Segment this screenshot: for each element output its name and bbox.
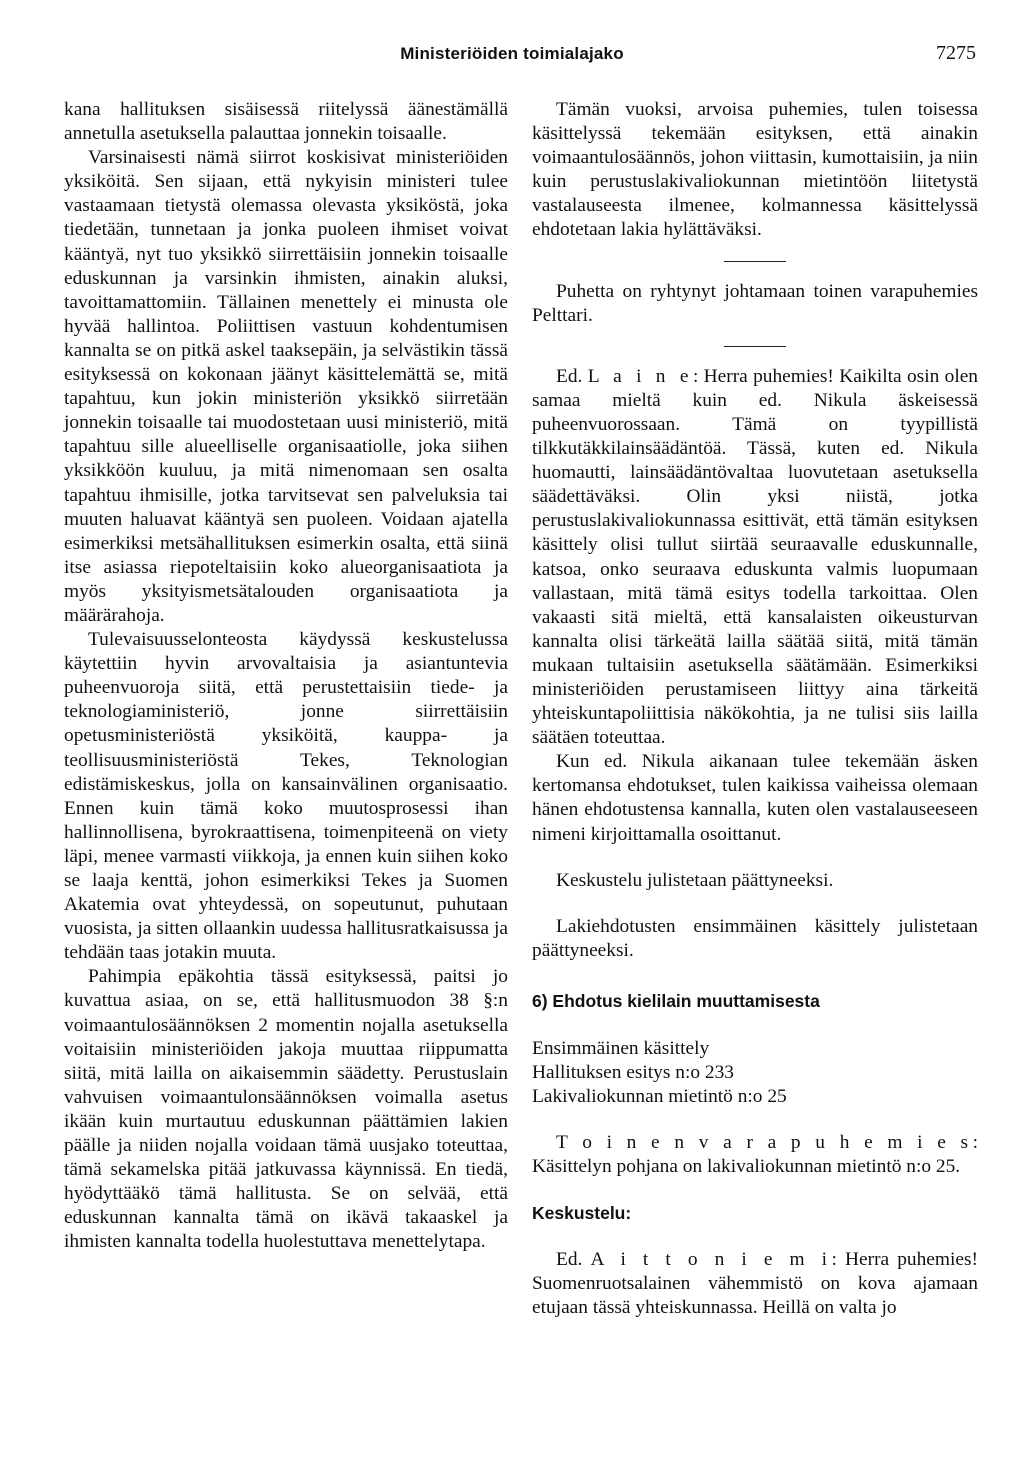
info-lines (532, 1037, 978, 1109)
divider (724, 261, 786, 262)
paragraph: Tulevaisuusselonteosta käydyssä keskustelussa käytettiin hyvin arvovaltaisia ja asiantuntevia puheenvuoroja siitä, että perustettaisiin tiede- ja teknologiaministeriö, jonne siirrettäisiin opetusministeriöstä yksiköitä, kauppa- ja teollisuusministeriöstä Tekes, Teknologian edistämiskeskus, jolla on kansainvälinen organisaatio. Ennen kuin tämä koko muutosprosessi ihan hallinnollisena, byrokraattisena, toimenpiteenä on viety läpi, menee varmasti viikkoja, ja ennen kuin siihen koko se laaja kenttä, johon esimerkiksi Tekes ja Suomen Akatemia ovat yhteydessä, on sopeutunut, puhutaan vuosista, ja sitten ollaankin uudessa hallitusratkaisussa ja tehdään taas jotakin muuta. (64, 629, 508, 964)
paragraph: Pahimpia epäkohtia tässä esityksessä, paitsi jo kuvattua asiaa, on se, että hallitusmuodon 38 §:n voimaantulosäännöksen 2 momentin nojalla asetuksella voitaisiin ministeriöiden jakoja muuttaa riippumatta siitä, mitä lailla on aikaisemmin säädetty. Perustuslain vahvuisen voimaantulonsäännöksen voimalla asetus ikään kuin murtautuu eduskunnan päättämien lakien päälle ja niiden nojalla voidaan tämä uusjako toteuttaa, tämä sekamelska pitää jatkuvassa käynnissä. En tiedä, hyödyttääkö tämä hallitusta. Se on selvää, että eduskunnan kannalta tämä on ikävä takaaskel ja ihmisten kannalta todella huolestuttava menettelytapa. (64, 966, 508, 1253)
info-line: Ensimmäinen käsittely (532, 1038, 710, 1059)
speech-text: : Herra puhemies! Suomenruotsalainen vähemmistö on kova ajamaan etujaan tässä yhteiskunnassa. Heillä on valta jo (532, 1248, 978, 1318)
speaker-name: T o i n e n v a r a p u h e m i e s (556, 1132, 973, 1154)
page-number: 7275 (936, 42, 976, 64)
speech-laine (532, 365, 978, 751)
section-heading: 6) Ehdotus kielilain muuttamisesta (532, 990, 820, 1011)
info-line: Hallituksen esitys n:o 233 (532, 1062, 734, 1084)
speaker-prefix: Ed. (556, 365, 583, 387)
paragraph: Varsinaisesti nämä siirrot koskisivat ministeriöiden yksiköitä. Sen sijaan, että nykyisin ministeri tulee vastaamaan tietystä olemassa olevasta yksiköstä, joka tiedetään, tunnetaan ja jonka puoleen ihmiset voivat kääntyä, nyt tuo yksikkö siirrettäisiin jonnekin toisaalle eduskunnan ja varsinkin ihmisten, ainakin aluksi, tavoittamattomiin. Tällainen menettely ei minusta ole hyvää hallintoa. Poliittisen vastuun kohdentumisen kannalta se on pitkä askel taaksepäin, ja selvästikin tässä esityksessä on kokonaan jäänyt käsittelemättä se, mitä tapahtuu, kun jokin ministeriön yksikkö siirretään jonnekin toisaalle tai muodostetaan uusi ministeriö, mitä tapahtuu sille alueelliselle organisaatiolle, joka siihen yksikköön kuuluu, ja mitä nimenomaan sen osalta tapahtuu ihmisille, jotka tarvitsevat sen palveluksia tai muuten haluavat kääntyä sen puoleen. Voidaan ajatella esimerkiksi metsähallituksen esimerkin osalta, että siinä itse asiassa riepoteltaisiin koko alueorganisaatiota ja myös yksityismetsätalouden organisaatiota ja määrärahoja. (64, 147, 508, 626)
paragraph: Kun ed. Nikula aikanaan tulee tekemään äsken kertomansa ehdotukset, tulen kaikissa vaiheissa olemaan hänen ehdotustensa kannalla, kuten olen vastalauseeseen nimeni kirjoittamalla osoittanut. (532, 751, 978, 845)
speech-aittoniemi (532, 1248, 978, 1320)
discussion-heading: Keskustelu: (532, 1203, 632, 1224)
paragraph: kana hallituksen sisäisessä riitelyssä äänestämällä annetulla asetuksella palauttaa jonnekin toisaalle. (64, 99, 508, 145)
info-line: Lakivaliokunnan mietintö n:o 25 (532, 1086, 787, 1108)
speaker-name: A i t t o n i e m i (590, 1248, 832, 1270)
left-column (64, 98, 508, 1255)
running-title: Ministeriöiden toimialajako (400, 44, 624, 63)
speech-text: : Herra puhemies! Kaikilta osin olen samaa mieltä kuin ed. Nikula äskeisessä puheenvuorossaan. Tämä on tyypillistä tilkkutäkkilainsäädäntöä. Tässä, kuten ed. Nikula huomautti, lainsäädäntövaltaa luovutetaan asetuksella säädettäväksi. Olin yksi niistä, jotka perustuslakivaliokunnassa esittivät, että tämän esityksen käsittely olisi tullut siirtää seuraavalle eduskunnalle, katsoa, onko seuraava eduskunta valmis luopumaan vallastaan, mitä tämä esitys todella tarkoittaa. Olen vakaasti sitä mieltä, että kansalaisten oikeusturvan kannalta olisi tärkeätä lailla säätää siitä, mitä tämän mukaan tultaisiin asetuksella säätämään. Esimerkiksi ministeriöiden perustamiseen liittyy aina tärkeitä yhteiskuntapoliittisia näkökohtia, ja ne tulisi siis lailla säätäen toteuttaa. (532, 365, 979, 749)
paragraph: Tämän vuoksi, arvoisa puhemies, tulen toisessa käsittelyssä tekemään esityksen, että ainakin voimaantulosäännös, johon viittasin, kumottaisiin, ja niin kuin perustuslakivaliokunnan mietintöön liitetystä vastalauseesta ilmenee, kolmannessa käsittelyssä ehdotetaan lakia hylättäväksi. (532, 99, 978, 241)
speech-text: : Käsittelyn pohjana on lakivaliokunnan mietintö n:o 25. (532, 1132, 978, 1178)
speaker-prefix: Ed. (556, 1248, 583, 1270)
speech-vice-speaker (532, 1131, 978, 1179)
first-reading-closed: Lakiehdotusten ensimmäinen käsittely julistetaan päättyneeksi. (532, 915, 978, 961)
divider (724, 346, 786, 347)
speaker-name: L a i n e (587, 365, 693, 387)
right-column (532, 98, 978, 1320)
chair-note: Puhetta on ryhtynyt johtamaan toinen varapuhemies Pelttari. (532, 280, 978, 326)
discussion-closed: Keskustelu julistetaan päättyneeksi. (556, 869, 834, 891)
